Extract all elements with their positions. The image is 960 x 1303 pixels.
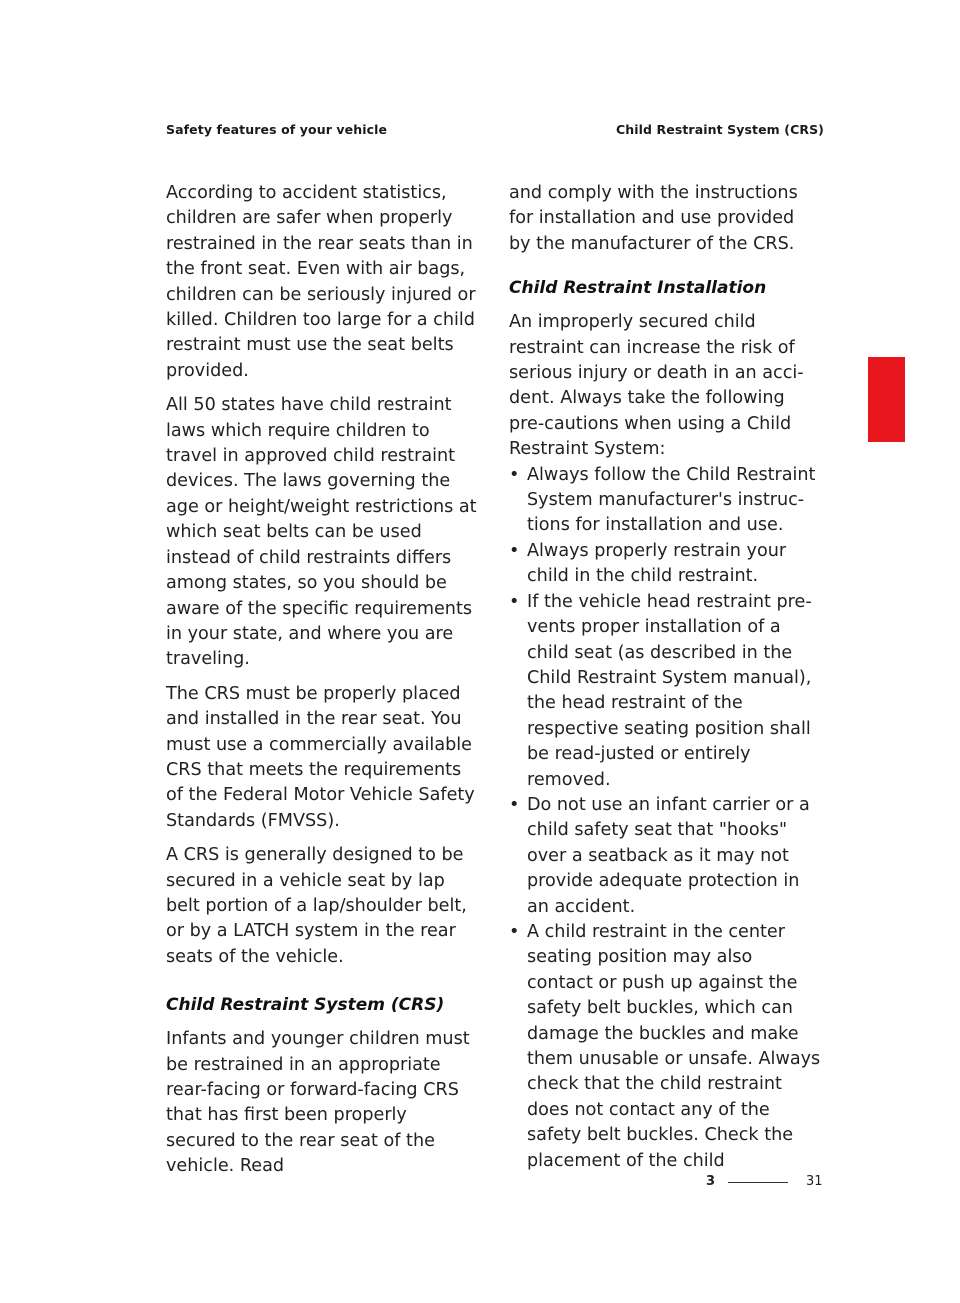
paragraph: According to accident statistics, children are safer when properly restrained in the rear seats than in the front seat. Even with air bags, children can be seriously injured or killed. Children too large for a child restraint must use the seat belts provided. xyxy=(166,183,476,381)
list-item-text: Always follow the Child Restraint System manufacturer's instruc-tions for installation and use. xyxy=(527,464,816,536)
section-heading: Child Restraint System (CRS) xyxy=(166,995,445,1016)
bullet-icon: • xyxy=(509,540,520,561)
list-item-text: A child restraint in the center seating position may also contact or push up against the safety belt buckles, which can damage the buckles and make them unusable or unsafe. Always check that the child restraint does not contact any of the safety belt buckles. Check the placement of the child xyxy=(527,921,821,1171)
bullet-icon: • xyxy=(509,464,520,485)
list-item-text: Do not use an infant carrier or a child safety seat that "hooks" over a seatback as it may not provide adequate protection in an accident. xyxy=(527,794,810,917)
paragraph: The CRS must be properly placed and installed in the rear seat. You must use a commercially available CRS that meets the requirements of the Federal Motor Vehicle Safety Standards (FMVSS). xyxy=(166,683,475,831)
paragraph: Infants and younger children must be restrained in an appropriate rear-facing or forward-facing CRS that has first been properly secured to the rear seat of the vehicle. Read xyxy=(166,1029,470,1177)
header-topic-title: Child Restraint System (CRS) xyxy=(615,122,824,137)
bullet-icon: • xyxy=(509,794,520,815)
paragraph: An improperly secured child restraint can increase the risk of serious injury or death in an acci-dent. Always take the following pre-cautions when using a Child Restraint System: xyxy=(509,312,804,460)
list-item-text: If the vehicle head restraint pre-vents proper installation of a child seat (as described in the Child Restraint System manual), the head restraint of the respective seating position shall be read-justed or entirely removed. xyxy=(527,591,812,790)
list-item xyxy=(509,539,821,590)
right-column xyxy=(509,181,821,1174)
paragraph: and comply with the instructions for installation and use provided by the manufacturer of the CRS. xyxy=(509,183,798,254)
list-item-text: Always properly restrain your child in the child restraint. xyxy=(527,540,787,587)
list-item xyxy=(509,463,821,539)
bullet-icon: • xyxy=(509,921,520,942)
precautions-list xyxy=(509,463,821,1174)
section-heading: Child Restraint Installation xyxy=(509,278,767,299)
list-item xyxy=(509,793,821,920)
chapter-number: 3 xyxy=(878,424,890,444)
list-item xyxy=(509,920,821,1174)
left-column xyxy=(166,181,478,1189)
footer-divider xyxy=(728,1182,788,1183)
paragraph: All 50 states have child restraint laws which require children to travel in approved child restraint devices. The laws governing the age or height/weight restrictions at which seat belts can be used instead of child restraints differs among states, so you should be aware of the specific requirements in your state, and where you are traveling. xyxy=(166,395,477,670)
bullet-icon: • xyxy=(509,591,520,612)
header-section-title: Safety features of your vehicle xyxy=(166,122,388,137)
paragraph: A CRS is generally designed to be secured in a vehicle seat by lap belt portion of a lap/shoulder belt, or by a LATCH system in the rear seats of the vehicle. xyxy=(166,845,467,967)
list-item xyxy=(509,590,821,793)
footer-chapter-number: 3 xyxy=(706,1174,716,1189)
page-number: 31 xyxy=(806,1174,823,1189)
